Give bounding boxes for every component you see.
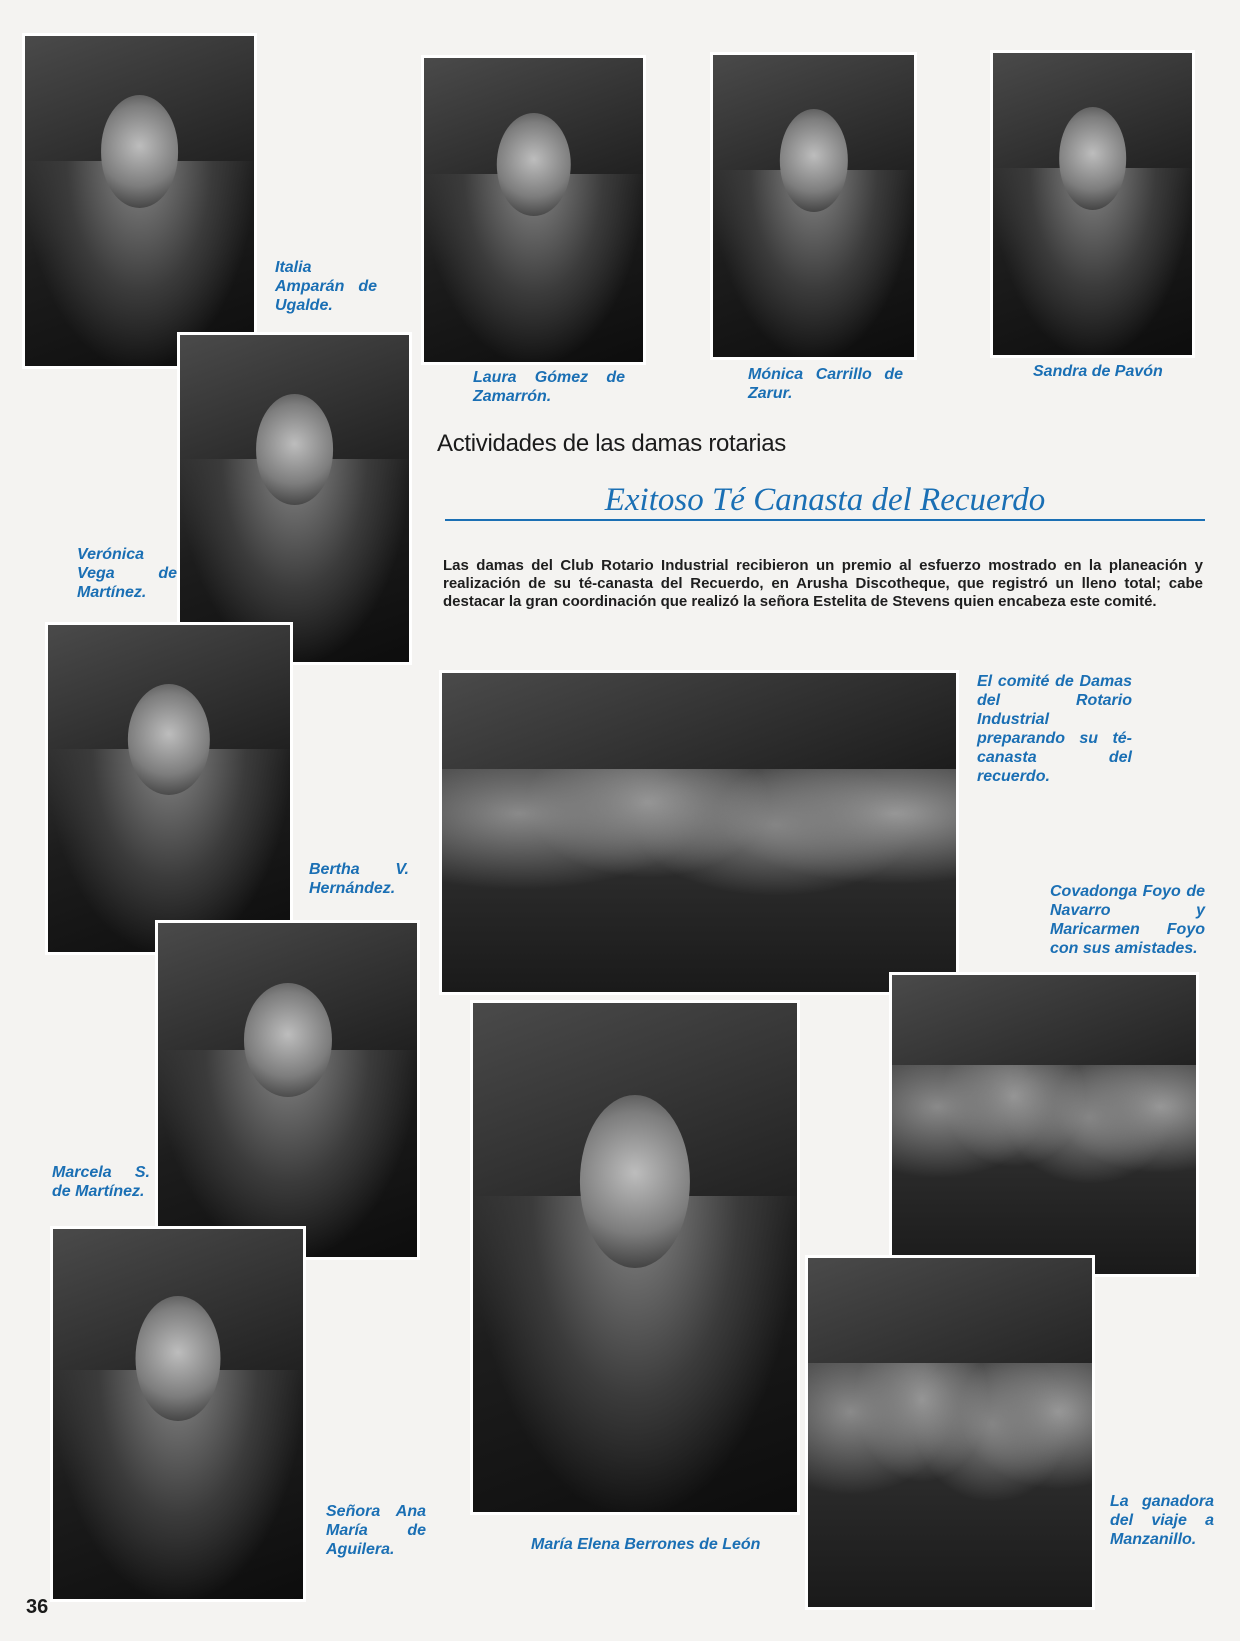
headline: Exitoso Té Canasta del Recuerdo bbox=[604, 482, 1046, 518]
photo-veronica bbox=[177, 332, 412, 665]
caption-italia: Italia Amparán de Ugalde. bbox=[275, 259, 377, 314]
caption-ganadora: La ganadora del viaje a Manzanillo. bbox=[1110, 1493, 1214, 1548]
page-number: 36 bbox=[26, 1596, 49, 1618]
headline-rule bbox=[445, 519, 1205, 521]
article-body: Las damas del Club Rotario Industrial recibieron un premio al esfuerzo mostrado en la planeación y realización de su té-canasta del Recuerdo, en Arusha Discotheque, que registró un lleno total; cabe destacar la gran coordinación que realizó la señora Estelita de Stevens quien encabeza este comité. bbox=[443, 557, 1203, 610]
photo-monica bbox=[710, 52, 917, 360]
photo-marcela bbox=[155, 920, 420, 1260]
photo-bertha bbox=[45, 622, 293, 955]
photo-ganadora bbox=[805, 1255, 1095, 1610]
photo-ana-maria bbox=[50, 1226, 306, 1602]
photo-maria-elena bbox=[470, 1000, 800, 1515]
photo-italia bbox=[22, 33, 257, 369]
caption-bertha: Bertha V. Hernández. bbox=[309, 861, 409, 897]
caption-veronica: Verónica Vega de Martínez. bbox=[77, 546, 177, 601]
caption-marcela: Marcela S. de Martínez. bbox=[52, 1164, 150, 1200]
caption-laura: Laura Gómez de Zamarrón. bbox=[473, 369, 625, 405]
photo-covadonga bbox=[889, 972, 1199, 1277]
caption-covadonga: Covadonga Foyo de Navarro y Maricarmen Foyo con sus amistades. bbox=[1050, 883, 1205, 957]
caption-ana-maria: Señora Ana María de Aguilera. bbox=[326, 1503, 426, 1558]
photo-comite bbox=[439, 670, 959, 995]
photo-sandra bbox=[990, 50, 1195, 358]
photo-laura bbox=[421, 55, 646, 365]
section-title: Actividades de las damas rotarias bbox=[437, 430, 786, 457]
caption-maria-elena: María Elena Berrones de León bbox=[531, 1536, 761, 1553]
caption-comite: El comité de Damas del Rotario Industrial preparando su té-canasta del recuerdo. bbox=[977, 673, 1132, 785]
caption-monica: Mónica Carrillo de Zarur. bbox=[748, 366, 903, 402]
caption-sandra: Sandra de Pavón bbox=[1033, 363, 1163, 380]
